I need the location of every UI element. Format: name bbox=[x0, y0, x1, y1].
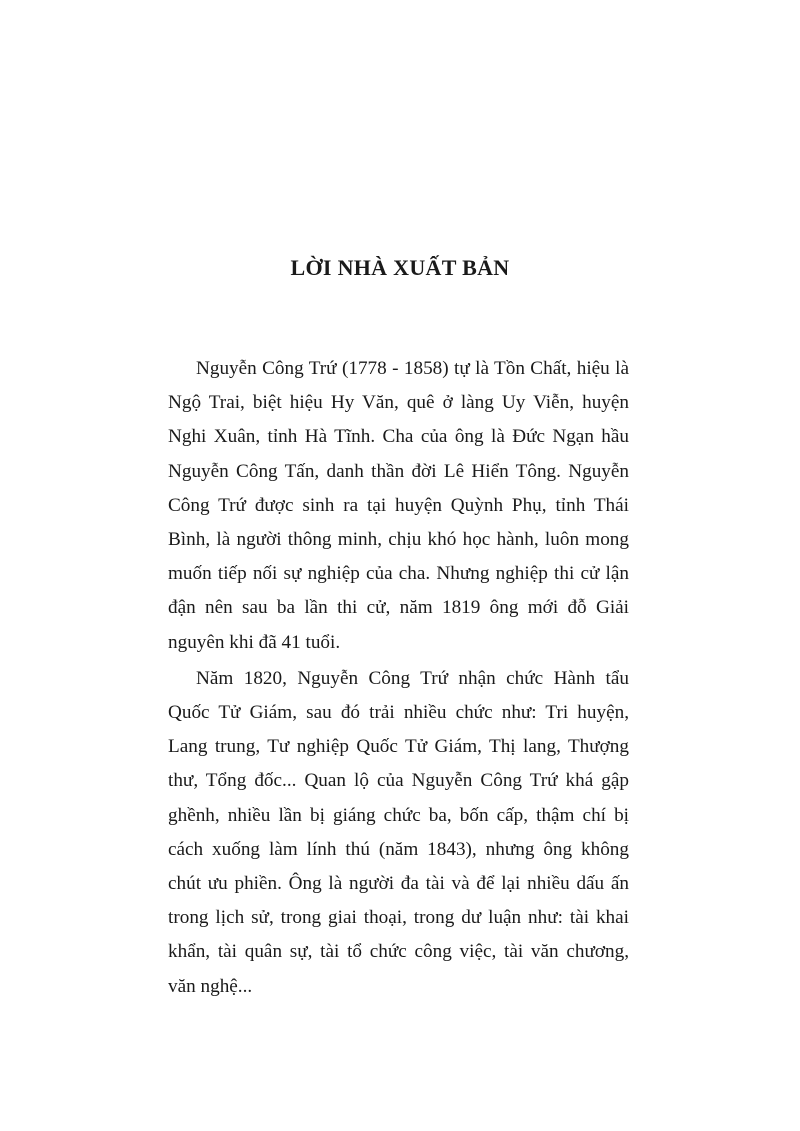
paragraph-2: Năm 1820, Nguyễn Công Trứ nhận chức Hành tẩu Quốc Tử Giám, sau đó trải nhiều chức như: Tri huyện, Lang trung, Tư nghiệp Quốc Tử Giám, Thị lang, Thượng thư, Tổng đốc... Quan lộ của Nguyễn Công Trứ khá gập ghềnh, nhiều lần bị giáng chức ba, bốn cấp, thậm chí bị cách xuống làm lính thú (năm 1843), nhưng ông không chút ưu phiền. Ông là người đa tài và để lại nhiều dấu ấn trong lịch sử, trong giai thoại, trong dư luận như: tài khai khẩn, tài quân sự, tài tổ chức công việc, tài văn chương, văn nghệ... bbox=[168, 667, 629, 997]
page-title: LỜI NHÀ XUẤT BẢN bbox=[290, 255, 510, 280]
body-text bbox=[168, 352, 629, 1006]
paragraph-1: Nguyễn Công Trứ (1778 - 1858) tự là Tồn Chất, hiệu là Ngộ Trai, biệt hiệu Hy Văn, quê ở làng Uy Viễn, huyện Nghi Xuân, tỉnh Hà Tĩnh. Cha của ông là Đức Ngạn hầu Nguyễn Công Tấn, danh thần đời Lê Hiển Tông. Nguyễn Công Trứ được sinh ra tại huyện Quỳnh Phụ, tỉnh Thái Bình, là người thông minh, chịu khó học hành, luôn mong muốn tiếp nối sự nghiệp của cha. Nhưng nghiệp thi cử lận đận nên sau ba lần thi cử, năm 1819 ông mới đỗ Giải nguyên khi đã 41 tuổi. bbox=[168, 358, 629, 653]
